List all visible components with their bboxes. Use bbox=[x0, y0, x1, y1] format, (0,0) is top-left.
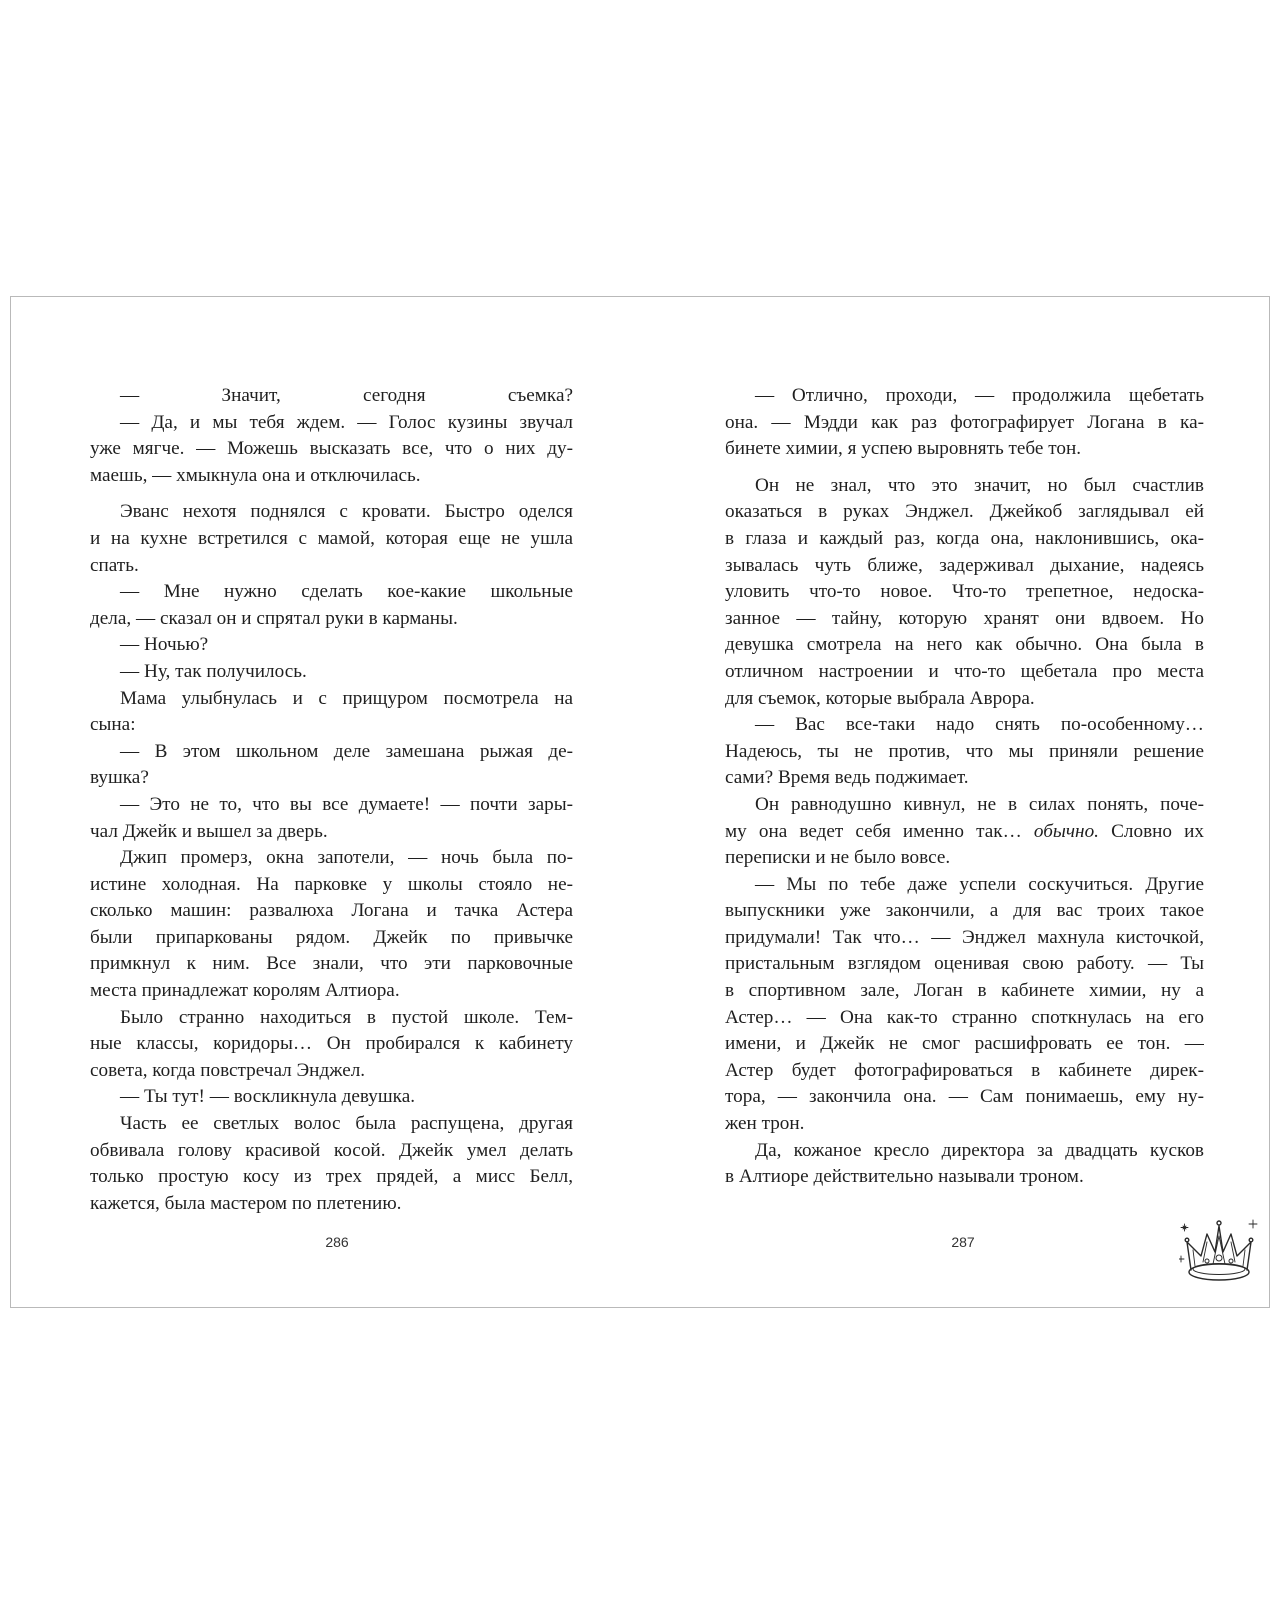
text-line: Он равнодушно кивнул, не в силах понять, поче- bbox=[755, 793, 1204, 815]
text-line: Астер будет фотографироваться в кабинете дирек- bbox=[725, 1059, 1204, 1081]
text-line: Он не знал, что это значит, но был счастлив bbox=[755, 474, 1204, 496]
text-segment: Словно их bbox=[1111, 820, 1204, 842]
text-line: для съемок, которые выбрала Аврора. bbox=[725, 687, 1035, 709]
text-line: истине холодная. На парковке у школы стояло не- bbox=[90, 873, 573, 895]
text-line: чал Джейк и вышел за дверь. bbox=[90, 820, 328, 842]
text-line: — Вас все-таки надо снять по-особенному… bbox=[755, 714, 1204, 736]
text-line: Надеюсь, ты не против, что мы приняли решение bbox=[725, 740, 1204, 762]
text-line: в Алтиоре действительно называли троном. bbox=[725, 1166, 1084, 1188]
text-line: переписки и не было вовсе. bbox=[725, 847, 951, 869]
text-line: — Мне нужно сделать кое-какие школьные bbox=[120, 581, 573, 603]
text-line: — В этом школьном деле замешана рыжая де- bbox=[120, 740, 573, 762]
page-number-right: 287 bbox=[951, 1234, 975, 1250]
text-line: жен трон. bbox=[725, 1113, 805, 1135]
left-page bbox=[90, 383, 573, 1217]
text-line: пристальным взглядом оценивая свою работу. — Ты bbox=[725, 953, 1204, 975]
page-number-left: 286 bbox=[325, 1234, 349, 1250]
text-line: были припаркованы рядом. Джейк по привычке bbox=[90, 926, 573, 948]
text-line: придумали! Так что… — Энджел махнула кисточкой, bbox=[725, 926, 1204, 948]
text-line: в глаза и каждый раз, когда она, наклонившись, ока- bbox=[725, 527, 1204, 549]
text-line: Джип промерз, окна запотели, — ночь была по- bbox=[120, 847, 573, 869]
text-line: — Мы по тебе даже успели соскучиться. Другие bbox=[755, 873, 1204, 895]
text-line: тора, — закончила она. — Сам понимаешь, ему ну- bbox=[725, 1086, 1204, 1108]
text-line: сами? Время ведь поджимает. bbox=[725, 767, 969, 789]
text-line: сколько машин: развалюха Логана и тачка Астера bbox=[90, 900, 573, 922]
text-line: кажется, была мастером по плетению. bbox=[90, 1192, 402, 1214]
text-line: сына: bbox=[90, 714, 136, 736]
crown-icon bbox=[1179, 1212, 1259, 1292]
text-segment: му она ведет себя именно так… bbox=[725, 820, 1022, 842]
text-line: отличном настроении и что-то щебетала про места bbox=[725, 660, 1204, 682]
text-line: — Ты тут! — воскликнула девушка. bbox=[120, 1086, 416, 1108]
text-line: уже мягче. — Можешь высказать все, что о них ду- bbox=[90, 438, 573, 460]
text-line: дела, — сказал он и спрятал руки в карманы. bbox=[90, 607, 458, 629]
text-line: Да, кожаное кресло директора за двадцать кусков bbox=[755, 1139, 1204, 1161]
text-line: уловить что-то новое. Что-то трепетное, недоска- bbox=[725, 581, 1204, 603]
text-line: места принадлежат королям Алтиора. bbox=[90, 980, 400, 1002]
text-line: оказаться в руках Энджел. Джейкоб заглядывал ей bbox=[725, 501, 1204, 523]
emphasis-text: обычно. bbox=[1033, 820, 1099, 842]
text-line: — Ночью? bbox=[120, 634, 209, 656]
text-line: примкнул к ним. Все знали, что эти парковочные bbox=[90, 953, 573, 975]
text-line: — Отлично, проходи, — продолжила щебетать bbox=[755, 385, 1204, 406]
text-line: — Да, и мы тебя ждем. — Голос кузины звучал bbox=[120, 411, 573, 433]
text-line: — Это не то, что вы все думаете! — почти зары- bbox=[120, 793, 573, 815]
text-line: Было странно находиться в пустой школе. Тем- bbox=[120, 1006, 573, 1028]
text-line: выпускники уже закончили, а для вас троих такое bbox=[725, 900, 1204, 922]
book-spread bbox=[10, 296, 1270, 1308]
text-line: маешь, — хмыкнула она и отключилась. bbox=[90, 464, 421, 486]
text-line: в спортивном зале, Логан в кабинете химии, ну а bbox=[725, 980, 1204, 1002]
text-line bbox=[725, 819, 1204, 846]
text-line: зывалась чуть ближе, задерживал дыхание, надеясь bbox=[725, 554, 1204, 576]
text-line: она. — Мэдди как раз фотографирует Логана в ка- bbox=[725, 411, 1204, 433]
text-line: девушка смотрела на него как обычно. Она была в bbox=[725, 634, 1204, 656]
text-line: имени, и Джейк не смог расшифровать ее тон. — bbox=[725, 1033, 1204, 1055]
text-line: Астер… — Она как-то странно споткнулась на его bbox=[725, 1006, 1204, 1028]
text-line: спать. bbox=[90, 554, 139, 576]
text-line: Эванс нехотя поднялся с кровати. Быстро оделся bbox=[120, 501, 573, 523]
text-line: — Значит, сегодня съемка? bbox=[120, 385, 573, 406]
text-line: ные классы, коридоры… Он пробирался к кабинету bbox=[90, 1033, 573, 1055]
text-line: бинете химии, я успею выровнять тебе тон. bbox=[725, 438, 1082, 460]
text-line: и на кухне встретился с мамой, которая еще не ушла bbox=[90, 527, 573, 549]
text-line: — Ну, так получилось. bbox=[120, 660, 307, 682]
right-page bbox=[725, 383, 1204, 1191]
text-line: только простую косу из трех прядей, а мисс Белл, bbox=[90, 1166, 573, 1188]
text-line: занное — тайну, которую хранят они вдвоем. Но bbox=[725, 607, 1204, 629]
text-line: обвивала голову красивой косой. Джейк умел делать bbox=[90, 1139, 573, 1161]
text-line: Мама улыбнулась и с прищуром посмотрела на bbox=[120, 687, 573, 709]
text-line: совета, когда повстречал Энджел. bbox=[90, 1059, 366, 1081]
text-line: вушка? bbox=[90, 767, 149, 789]
text-line: Часть ее светлых волос была распущена, другая bbox=[120, 1113, 573, 1135]
